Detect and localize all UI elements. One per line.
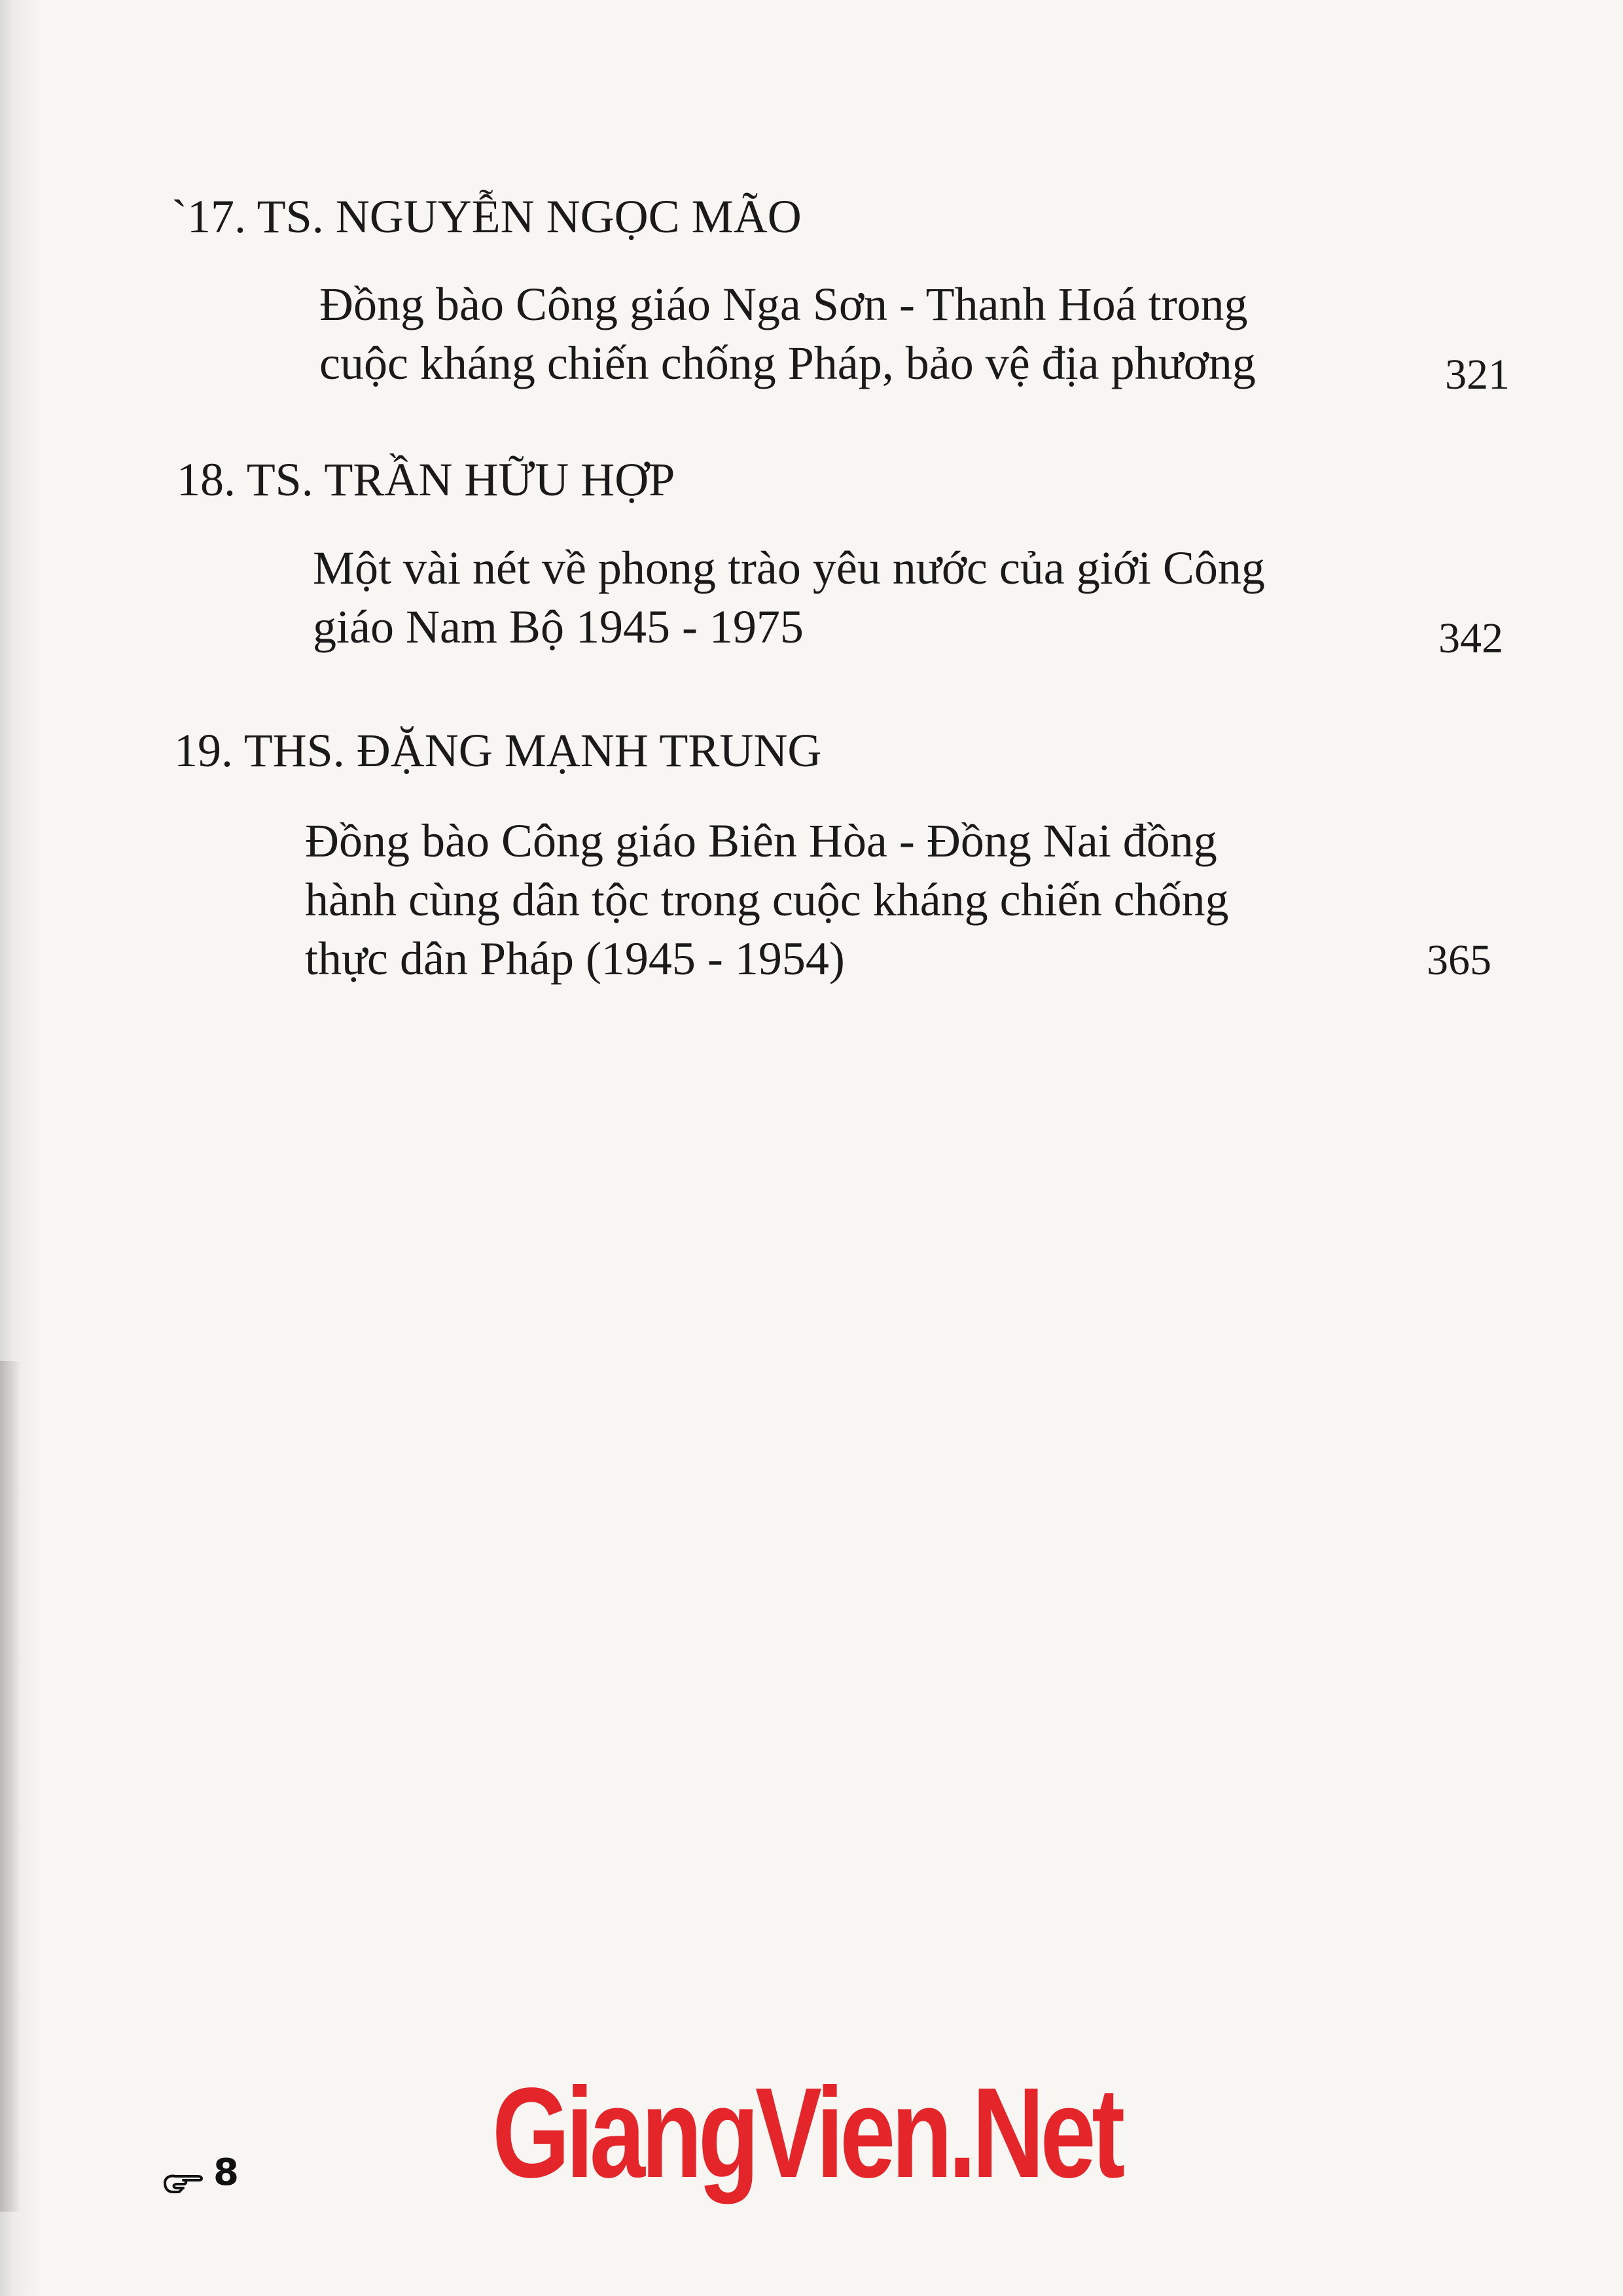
toc-entry-heading: `17. TS. NGUYỄN NGỌC MÃO — [171, 190, 802, 243]
toc-entry-page-number: 342 — [1438, 614, 1503, 662]
toc-entry-title-line: cuộc kháng chiến chống Pháp, bảo vệ địa phương — [319, 337, 1256, 389]
toc-entry-title-line: giáo Nam Bộ 1945 - 1975 — [313, 601, 804, 653]
toc-entry-page-number: 365 — [1427, 936, 1491, 984]
toc-entry-heading: 18. TS. TRẦN HỮU HỢP — [177, 453, 675, 506]
watermark-logo: GiangVien.Net — [492, 2061, 1121, 2204]
toc-entry-title-line: hành cùng dân tộc trong cuộc kháng chiến chống — [305, 874, 1229, 926]
toc-entry-title-line: Đồng bào Công giáo Nga Sơn - Thanh Hoá trong — [319, 278, 1248, 330]
toc-entry-title-line: thực dân Pháp (1945 - 1954) — [305, 932, 845, 985]
page-number: 8 — [213, 2151, 239, 2194]
spine-shadow — [0, 1361, 21, 2212]
toc-entry-title-line: Đồng bào Công giáo Biên Hòa - Đồng Nai đồng — [305, 815, 1217, 867]
toc-entry-page-number: 321 — [1445, 351, 1510, 398]
page-folio — [164, 2151, 239, 2194]
pointing-hand-icon — [164, 2161, 209, 2185]
toc-entry-heading: 19. THS. ĐẶNG MẠNH TRUNG — [174, 724, 822, 777]
toc-entry-title-line: Một vài nét về phong trào yêu nước của giới Công — [313, 542, 1265, 594]
